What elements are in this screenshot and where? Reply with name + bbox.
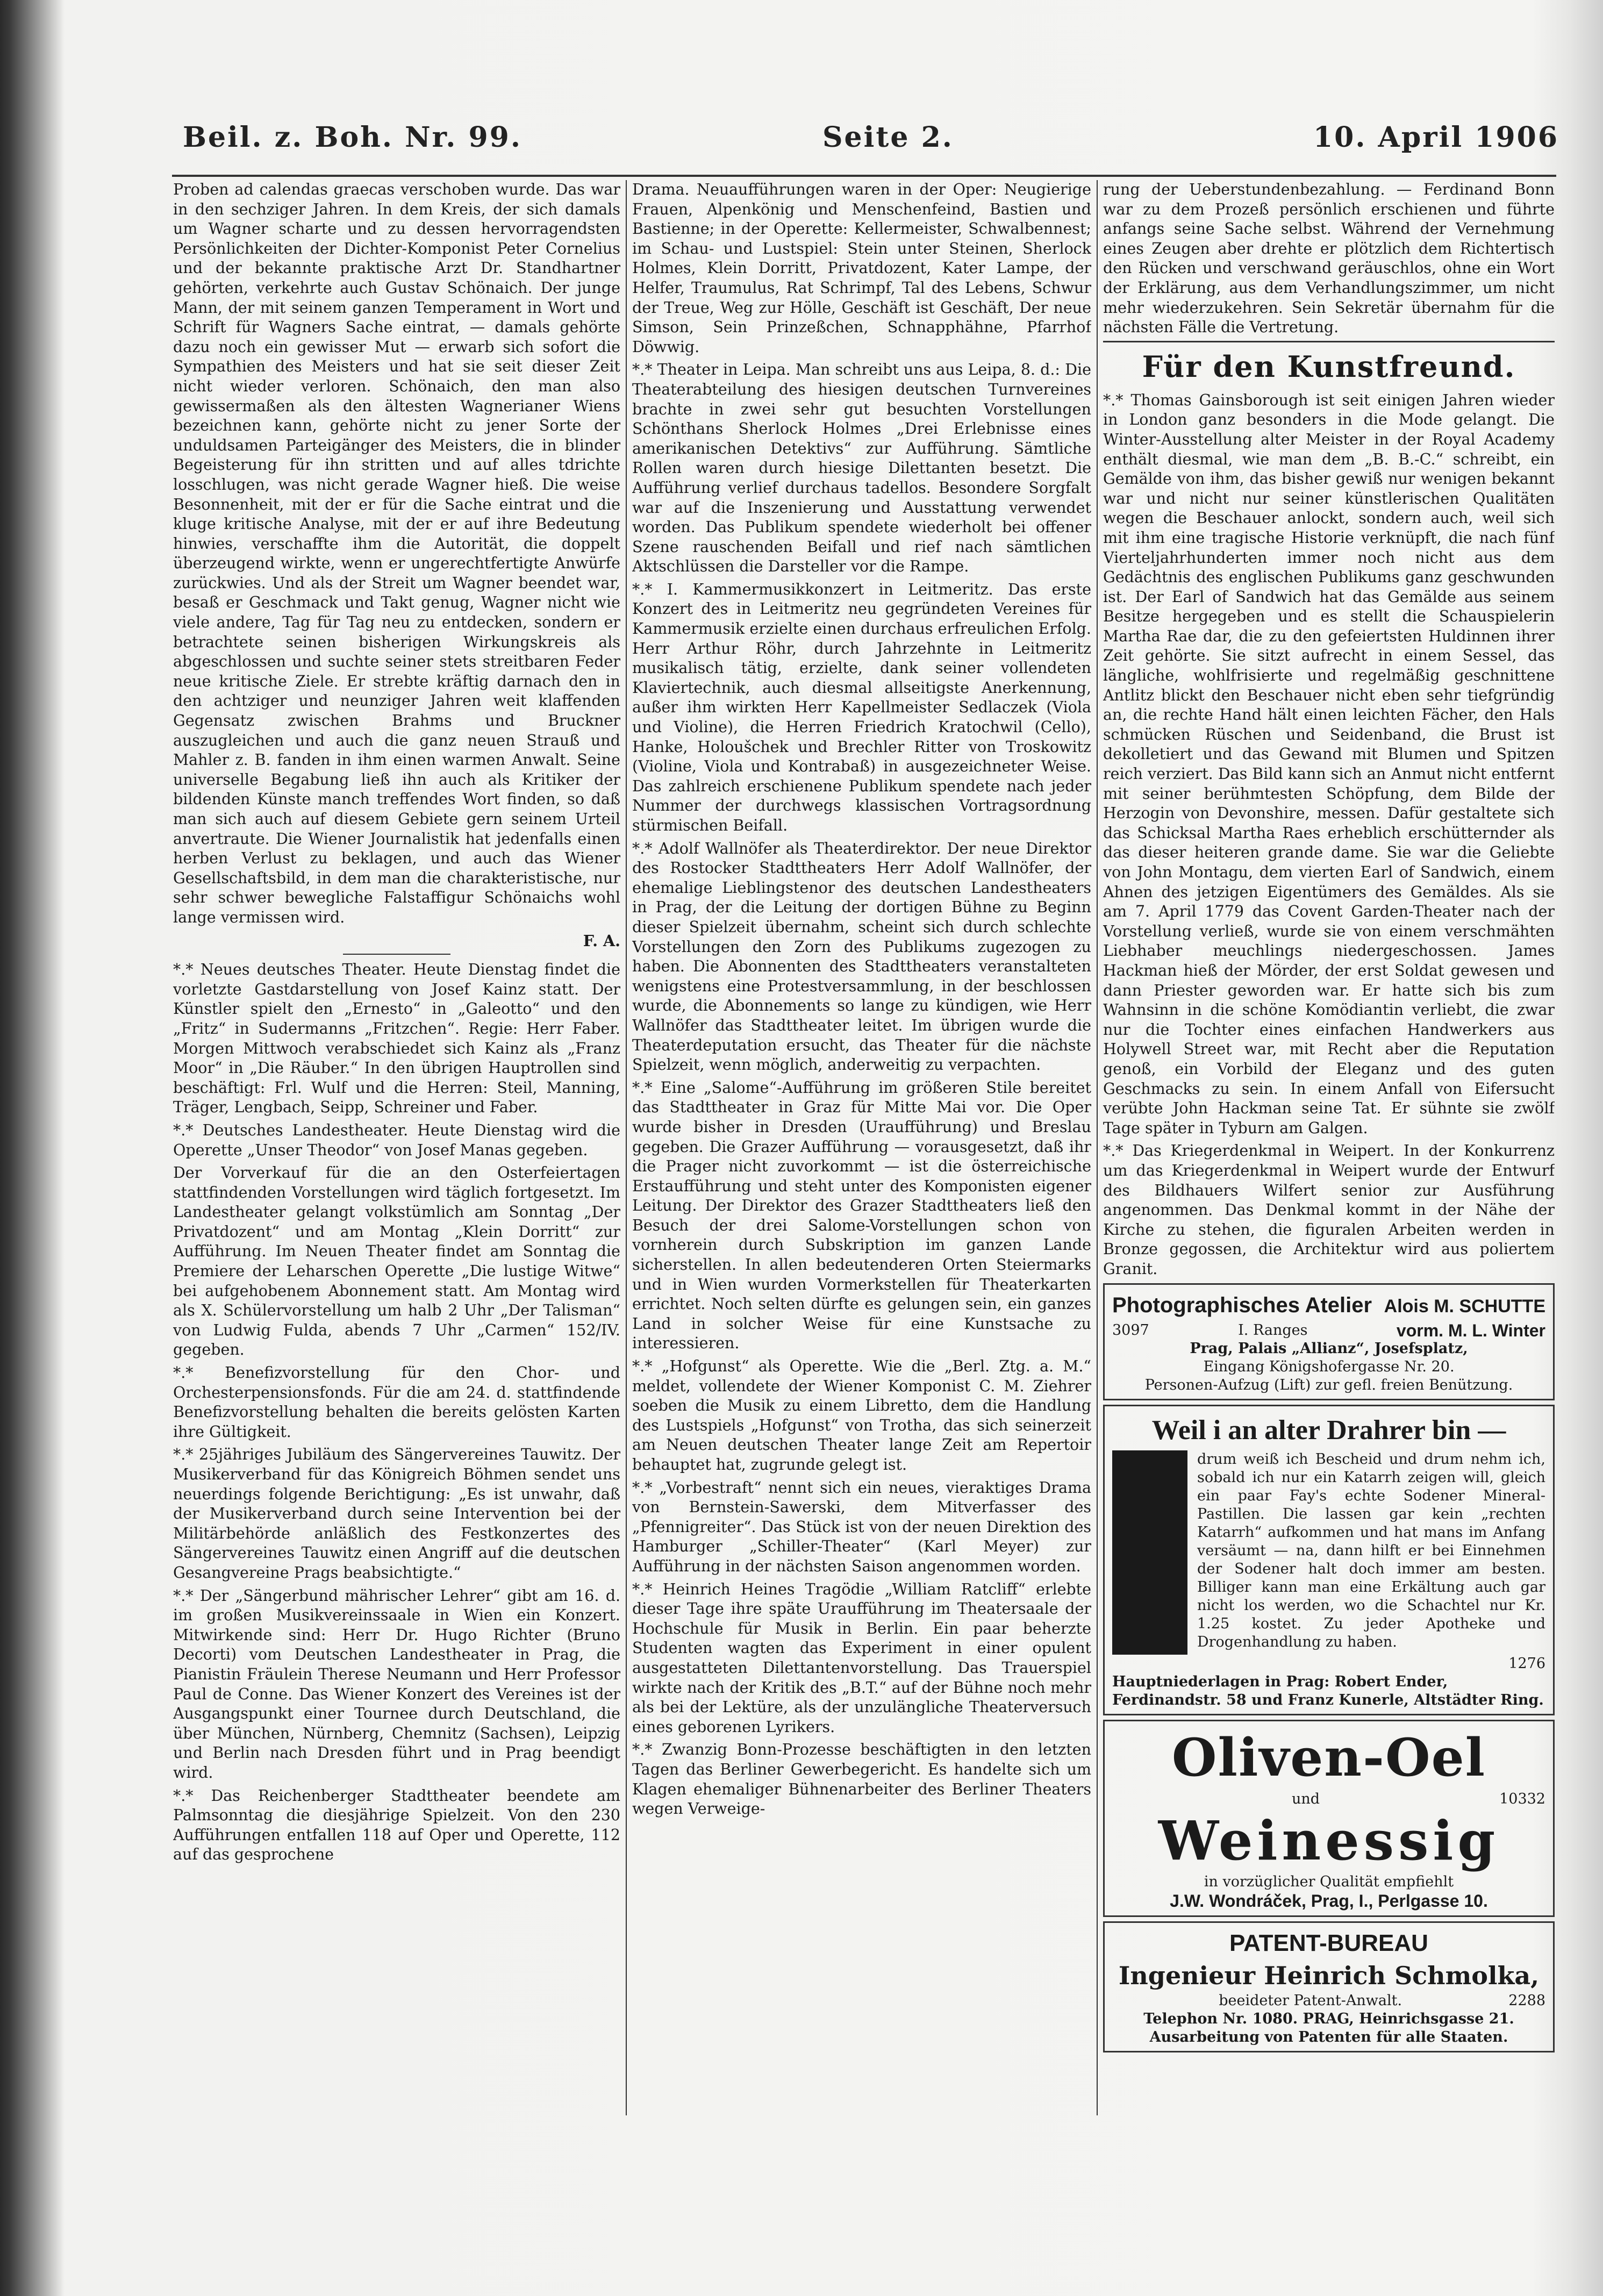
ad-telephone: Telephon Nr. 1080. PRAG, Heinrichsgasse 21. xyxy=(1143,2011,1514,2028)
ad-und: und xyxy=(1292,1791,1320,1808)
ad-title: Oliven-Oel xyxy=(1171,1727,1486,1789)
ad-vorm: vorm. M. L. Winter xyxy=(1396,1321,1545,1341)
ad-owner: Alois M. SCHUTTE xyxy=(1384,1296,1545,1317)
ad-footer: Hauptniederlagen in Prag: Robert Ender, Ferdinandstr. 58 und Franz Kunerle, Altstädter Ring. xyxy=(1112,1673,1544,1709)
column-rule-1 xyxy=(626,180,627,2115)
ad-number: 10332 xyxy=(1499,1791,1545,1808)
issue-date: 10. April 1906 xyxy=(1313,121,1559,154)
column-3 xyxy=(1103,180,1555,2126)
news-item: *.* „Hofgunst“ als Operette. Wie die „Berl. Ztg. a. M.“ meldet, vollendete der Wiener Komponist C. M. Ziehrer soeben die Musik zu einem Libretto, dem die Handlung des Lustspiels „Hofgunst“ von Trotha, das sich seinerzeit am Neuen deutschen Theater lange Zeit am Repertoir behauptet hat, zugrunde gelegt ist. xyxy=(632,1357,1091,1474)
header-rule xyxy=(172,175,1556,177)
ad-address: Prag, Palais „Allianz“, Josefsplatz, xyxy=(1190,1340,1468,1357)
news-item: *.* Eine „Salome“-Aufführung im größeren Stile bereitet das Stadttheater in Graz für Mitte Mai vor. Die Oper wurde bisher in Dresden (Uraufführung) und Breslau gegeben. Die Grazer Aufführung — vorausgesetzt, daß ihr die Prager nicht zuvorkommt — ist die österreichische Erstaufführung und steht unter des Komponisten eigener Leitung. Der Direktor des Grazer Stadttheaters ließ den Besuch der drei Salome-Vorstellungen schon von vornherein durch Subskription im ganzen Lande sicherstellen. In allen bedeutenderen Orten Steiermarks und in Wien wurden Vormerkstellen für Theaterkarten errichtet. Noch selten dürfte es gelungen sein, ein ganzes Land in solcher Weise für eine Kunstsache zu interessieren. xyxy=(632,1078,1091,1353)
section-title: Für den Kunstfreund. xyxy=(1142,349,1516,384)
news-item: rung der Ueberstundenbezahlung. — Ferdinand Bonn war zu dem Prozeß persönlich erschienen und führte anfangs seine Sache selbst. Während der Vernehmung eines Zeugen aber drehte er plötzlich dem Richtertisch den Rücken und verschwand geräuschlos, ohne ein Wort der Erklärung, aus dem Verhandlungszimmer, um nicht mehr wiederzukehren. Sein Sekretär übernahm für die nächsten Fälle die Vertretung. xyxy=(1103,181,1555,337)
author-signature: F. A. xyxy=(583,931,620,950)
olive-oil-ad xyxy=(1103,1720,1555,1917)
ad-body: drum weiß ich Bescheid und drum nehm ich, sobald ich nur ein Katarrh zeigen will, gleich ein paar Fay's echte Sodener Mineral-Pastillen. Die lassen gar kein „rechten Katarrh“ aufkommen und hat mans im Anfang versäumt — na, dann hilft er bei Einnehmen der Sodener halt doch immer am besten. Billiger kann man eine Erkältung auch gar nicht los werden, wo die Schachtel nur Kr. 1.25 kostet. Zu jeder Apotheke und Drogenhandlung zu haben. xyxy=(1197,1451,1545,1651)
news-item: Drama. Neuaufführungen waren in der Oper: Neugierige Frauen, Alpenkönig und Menschenfeind, Bastien und Bastienne; in der Operette: Kellermeister, Schwalbennest; im Schau- und Lustspiel: Stein unter Steinen, Sherlock Holmes, Klein Dorritt, Privatdozent, Kater Lampe, der Helfer, Traumulus, Rat Schrimpf, Tal des Lebens, Schwur der Treue, Weg zur Hölle, Geschäft ist Geschäft, Der neue Simson, Sein Prinzeßchen, Schnapphähne, Pfarrhof Döwwig. xyxy=(632,181,1091,356)
ad-service: Ausarbeitung von Patenten für alle Staaten. xyxy=(1149,2029,1508,2046)
page-number: Seite 2. xyxy=(822,121,954,154)
news-item: *.* Theater in Leipa. Man schreibt uns aus Leipa, 8. d.: Die Theaterabteilung des hiesigen deutschen Turnvereines brachte in zwei sehr gut besuchten Vorstellungen Schönthans Sherlock Holmes „Drei Erlebnisse eines amerikanischen Detektivs“ zur Aufführung. Sämtliche Rollen waren durch hiesige Dilettanten besetzt. Die Aufführung verlief durchaus tadellos. Besondere Sorgfalt war auf die Inszenierung und Ausstattung verwendet worden. Das Publikum spendete wiederholt bei offener Szene rauschenden Beifall und rief nach sämtlichen Aktschlüssen die Darsteller vor die Rampe. xyxy=(632,361,1091,576)
ad-title: Photographisches Atelier xyxy=(1112,1293,1372,1318)
ad-role: beeideter Patent-Anwalt. xyxy=(1219,1992,1402,2009)
patent-bureau-ad xyxy=(1103,1921,1555,2052)
ad-weinessig: Weinessig xyxy=(1158,1809,1500,1873)
ad-number: 1276 xyxy=(1508,1655,1545,1672)
news-item: *.* Das Reichenberger Stadttheater beendete am Palmsonntag die diesjährige Spielzeit. Von den 230 Aufführungen entfallen 118 auf Oper und Operette, 112 auf das gesprochene xyxy=(173,1786,620,1864)
ad-quality: in vorzüglicher Qualität empfiehlt xyxy=(1204,1873,1454,1891)
news-item: *.* „Vorbestraft“ nennt sich ein neues, vieraktiges Drama von Bernstein-Sawerski, dem Mitverfasser des „Pfennigreiter“. Das Stück ist von der neuen Direktion des Hamburger „Schiller-Theater“ (Karl Meyer) zur Aufführung in der nächsten Saison angenommen worden. xyxy=(632,1478,1091,1575)
news-item: *.* Zwanzig Bonn-Prozesse beschäftigten in den letzten Tagen das Berliner Gewerbegericht. Es handelte sich um Klagen ehemaliger Bühnenarbeiter des Berliner Theaters wegen Verweige- xyxy=(632,1741,1091,1818)
ad-title: Weil i an alter Drahrer bin — xyxy=(1151,1415,1506,1446)
ad-number: 3097 xyxy=(1112,1322,1149,1339)
news-item: Der Vorverkauf für die an den Osterfeiertagen stattfindenden Vorstellungen wird täglich fortgesetzt. Im Landestheater gelangt volkstümlich am Sonntag „Der Privatdozent“ und am Montag „Klein Dorritt“ zur Aufführung. Im Neuen Theater findet am Sonntag die Premiere der Leharschen Operette „Die lustige Witwe“ bei aufgehobenem Abonnement statt. Am Montag wird als X. Schülervorstellung um halb 2 Uhr „Der Talisman“ von Ludwig Fulda, abends 7 Uhr „Carmen“ 152/IV. gegeben. xyxy=(173,1164,620,1359)
page-header xyxy=(183,121,1559,169)
ad-renges: I. Ranges xyxy=(1238,1322,1308,1339)
ad-entrance: Eingang Königshofergasse Nr. 20. xyxy=(1203,1358,1455,1376)
news-item: *.* Das Kriegerdenkmal in Weipert. In der Konkurrenz um das Kriegerdenkmal in Weipert wurde der Entwurf des Bildhauers Wilfert senior zur Ausführung angenommen. Das Denkmal kommt in der Nähe der Kirche zu stehen, die figuralen Arbeiten werden in Bronze gegossen, die Architektur wird aus poliertem Granit. xyxy=(1103,1142,1555,1278)
news-item: *.* Adolf Wallnöfer als Theaterdirektor. Der neue Direktor des Rostocker Stadttheaters Herr Adolf Wallnöfer, der ehemalige Lieblingstenor des deutschen Landestheaters in Prag, der die Leitung der dortigen Bühne zu Beginn dieser Spielzeit übernahm, scheint sich durch schlechte Vorstellungen den Zorn des Publikums zugezogen zu haben. Die Abonnenten des Stadttheaters veranstalteten wenigstens eine Protestversammlung, in der beschlossen wurde, die Abonnements so lange zu kündigen, wie Herr Wallnöfer das Stadttheater leitet. Im übrigen wurde die Theaterdeputation ersucht, das Theater für die nächste Spielzeit, wenn möglich, anderweitig zu verpachten. xyxy=(632,839,1091,1074)
column-2 xyxy=(632,180,1091,2126)
news-item: *.* Deutsches Landestheater. Heute Dienstag wird die Operette „Unser Theodor“ von Josef Manas gegeben. xyxy=(173,1121,620,1159)
news-item: *.* Thomas Gainsborough ist seit einigen Jahren wieder in London ganz besonders in die Mode gelangt. Die Winter-Ausstellung alter Meister in der Royal Academy enthält diesmal, wie man dem „B. B.-C.“ schreibt, ein Gemälde von ihm, das bisher gewiß nur wenigen bekannt war und nicht nur seiner künstlerischen Qualitäten wegen die Beschauer anlockt, sondern auch, weil sich mit ihm eine tragische Historie verknüpft, die nach fünf Vierteljahrhunderten immer noch nicht aus dem Gedächtnis des englischen Publikums ganz geschwunden ist. Der Earl of Sandwich hat das Gemälde aus seinem Besitze hergegeben und es stellt die Schauspielerin Martha Rae dar, die zu den gefeiertsten Huldinnen ihrer Zeit gehörte. Sie sitzt aufrecht in einem Sessel, das längliche, wohlfrisierte und regelmäßig geschnittene Antlitz blickt den Beschauer nicht eben sehr tiefgründig an, die rechte Hand hält einen leichten Fächer, den Hals schmücken Rüschen und Seidenband, die Brust ist dekolletiert und das Gewand mit Blumen und Spitzen reich verziert. Das Bild kann sich an Anmut nicht entfernt mit seiner berühmtesten Schöpfung, dem Bilde der Herzogin von Devonshire, messen. Dafür gestaltete sich das Schicksal Martha Raes erheblich erschütternder als das dieser heiteren grande dame. Sie war die Geliebte von John Montagu, dem vierten Earl of Sandwich, einem Ahnen des jetzigen Eigentümers des Gemäldes. Als sie am 7. April 1779 das Covent Garden-Theater nach der Vorstellung verließ, wurde sie von einem verschmähten Liebhaber meuchlings niedergeschossen. James Hackman hieß der Mörder, der erst Soldat gewesen und dann Priester geworden war. Er hatte sich bis zum Wahnsinn in die schöne Komödiantin verliebt, die zwar nur die Tochter eines einfachen Handwerkers aus Holywell Street war, mit Recht aber die Reputation genoß, ein Vorbild der Eleganz und des guten Geschmacks zu sein. In einem Anfall von Eifersucht verübte John Hackman seine Tat. Er sühnte sie zwölf Tage später in Tyburn am Galgen. xyxy=(1103,391,1555,1137)
column-1 xyxy=(173,180,620,2126)
news-item: *.* Neues deutsches Theater. Heute Dienstag findet die vorletzte Gastdarstellung von Josef Kainz statt. Der Künstler spielt den „Ernesto“ in „Galeotto“ und den „Fritz“ in Sudermanns „Fritzchen“. Regie: Herr Faber. Morgen Mittwoch verabschiedet sich Kainz als „Franz Moor“ in „Die Räuber.“ In den übrigen Hauptrollen sind beschäftigt: Frl. Wulf und die Herren: Steil, Manning, Träger, Lengbach, Seipp, Schreiner und Faber. xyxy=(173,961,620,1117)
ad-illustration xyxy=(1112,1450,1187,1655)
separator xyxy=(343,954,450,955)
news-item: *.* Benefizvorstellung für den Chor- und Orchesterpensionsfonds. Für die am 24. d. stattfindende Benefizvorstellung behalten die bereits gelösten Karten ihre Gültigkeit. xyxy=(173,1364,620,1441)
drahrer-ad xyxy=(1103,1405,1555,1715)
ad-title: PATENT-BUREAU xyxy=(1229,1930,1428,1957)
news-item: *.* Der „Sängerbund mährischer Lehrer“ gibt am 16. d. im großen Musikvereinssaale in Wien ein Konzert. Mitwirkende sind: Herr Dr. Hugo Richter (Bruno Decorti) vom Deutschen Landestheater in Prag, die Pianistin Fräulein Therese Neumann und Herr Professor Paul de Conne. Das Wiener Konzert des Vereines ist der Ausgangspunkt einer Tournee durch Deutschland, die über München, Nürnberg, Chemnitz (Sachsen), Leipzig und Berlin nach Dresden führt und in Prag beendigt wird. xyxy=(173,1586,620,1782)
photo-atelier-ad xyxy=(1103,1283,1555,1400)
news-item: *.* I. Kammermusikkonzert in Leitmeritz. Das erste Konzert des in Leitmeritz neu gegründeten Vereines für Kammermusik erzielte einen durchaus erfreulichen Erfolg. Herr Arthur Röhr, durch Jahrzehnte in Leitmeritz musikalisch tätig, erzielte, dank seiner vollendeten Klaviertechnik, auch diesmal allseitigste Anerkennung, außer ihm wirkten Herr Kapellmeister Sedlaczek (Viola und Violine), die Herren Friedrich Kratochwil (Cello), Hanke, Holoušchek und Brechler Ritter von Troskowitz (Violine, Viola und Kontrabaß) in ausgezeichneter Weise. Das zahlreich erschienene Publikum spendete nach jeder Nummer der durchwegs klassischen Vortragsordnung stürmischen Beifall. xyxy=(632,580,1091,834)
news-item: *.* 25jähriges Jubiläum des Sängervereines Tauwitz. Der Musikerverband für das Königreich Böhmen sendet uns neuerdings folgende Berichtigung: „Es ist unwahr, daß der Musikerverband durch seine Intervention bei der Militärbehörde anläßlich des Festkonzertes des Sängervereines Tauwitz einen Angriff auf die deutschen Gesangvereine Prags beabsichtigte.“ xyxy=(173,1446,620,1582)
column-rule-2 xyxy=(1097,180,1098,2115)
article-paragraph: Proben ad calendas graecas verschoben wurde. Das war in den sechziger Jahren. In dem Kreis, der sich damals um Wagner scharte und zu dessen hervorragendsten Persönlichkeiten der Dichter-Komponist Peter Cornelius und der bekannte praktische Arzt Dr. Standhartner gehörten, verkehrte auch Gustav Schönaich. Der junge Mann, der mit seinem ganzen Temperament in Wort und Schrift für Wagners Sache eintrat, — damals gehörte dazu noch ein gewisser Mut — erwarb sich sofort die Sympathien des Meisters und hat sie seit dieser Zeit nicht wieder verloren. Schönaich, den man also gewissermaßen als den ältesten Wagnerianer Wiens bezeichnen kann, gehörte nicht zu jener Sorte der unduldsamen Parteigänger des Meisters, die in blinder Begeisterung für ihn stritten und auf alles tdrichte losschlugen, was nicht gerade Wagner hieß. Die weise Besonnenheit, mit der er für die Sache eintrat und die kluge kritische Analyse, mit der er auf ihre Bedeutung hinwies, verschaffte ihm die Autorität, die doppelt überzeugend wirkte, wenn er ungerechtfertigte Anwürfe zurückwies. Und als der Streit um Wagner beendet war, besaß er Geschmack und Takt genug, Wagner nicht wie viele andere, Tag für Tag neu zu entdecken, sondern er betrachtete seinen bisherigen Wirkungskreis als abgeschlossen und suchte seiner stets streitbaren Feder neue kritische Ziele. Er strebte kräftig darnach den in den achtziger und neunziger Jahren weit klaffenden Gegensatz zwischen Brahms und Bruckner auszugleichen und auch die ganz neuen Strauß und Mahler z. B. fanden in ihm einen warmen Anwalt. Seine universelle Begabung ließ ihn auch als Kritiker der bildenden Künste manch treffendes Wort finden, so daß man sich auch auf diesem Gebiete gern seinem Urteil anvertraute. Die Wiener Journalistik hat jedenfalls einen herben Verlust zu beklagen, und auch das Wiener Gesellschaftsbild, in dem man die charakteristische, nur sehr schwer bewegliche Falstaffigur Schönaichs wohl lange vermissen wird. xyxy=(173,181,620,926)
ad-lift: Personen-Aufzug (Lift) zur gefl. freien Benützung. xyxy=(1144,1377,1513,1394)
issue-label: Beil. z. Boh. Nr. 99. xyxy=(183,121,522,154)
news-item: *.* Heinrich Heines Tragödie „William Ratcliff“ erlebte dieser Tage ihre späte Uraufführung im Theatersaale der Hochschule für Musik in Berlin. Ein paar beherzte Studenten wagten das Experiment in einer opulent ausgestatteten Dilettantenvorstellung. Das Trauerspiel wirkte nach der Kritik des „B.T.“ auf der Bühne noch mehr als bei der Lektüre, als der unzulängliche Theaterversuch eines geborenen Lyrikers. xyxy=(632,1580,1091,1736)
ad-name: Ingenieur Heinrich Schmolka, xyxy=(1118,1961,1540,1991)
section-rule xyxy=(1103,341,1555,342)
ad-number: 2288 xyxy=(1508,1992,1545,2009)
ad-seller: J.W. Wondráček, Prag, I., Perlgasse 10. xyxy=(1170,1891,1488,1911)
